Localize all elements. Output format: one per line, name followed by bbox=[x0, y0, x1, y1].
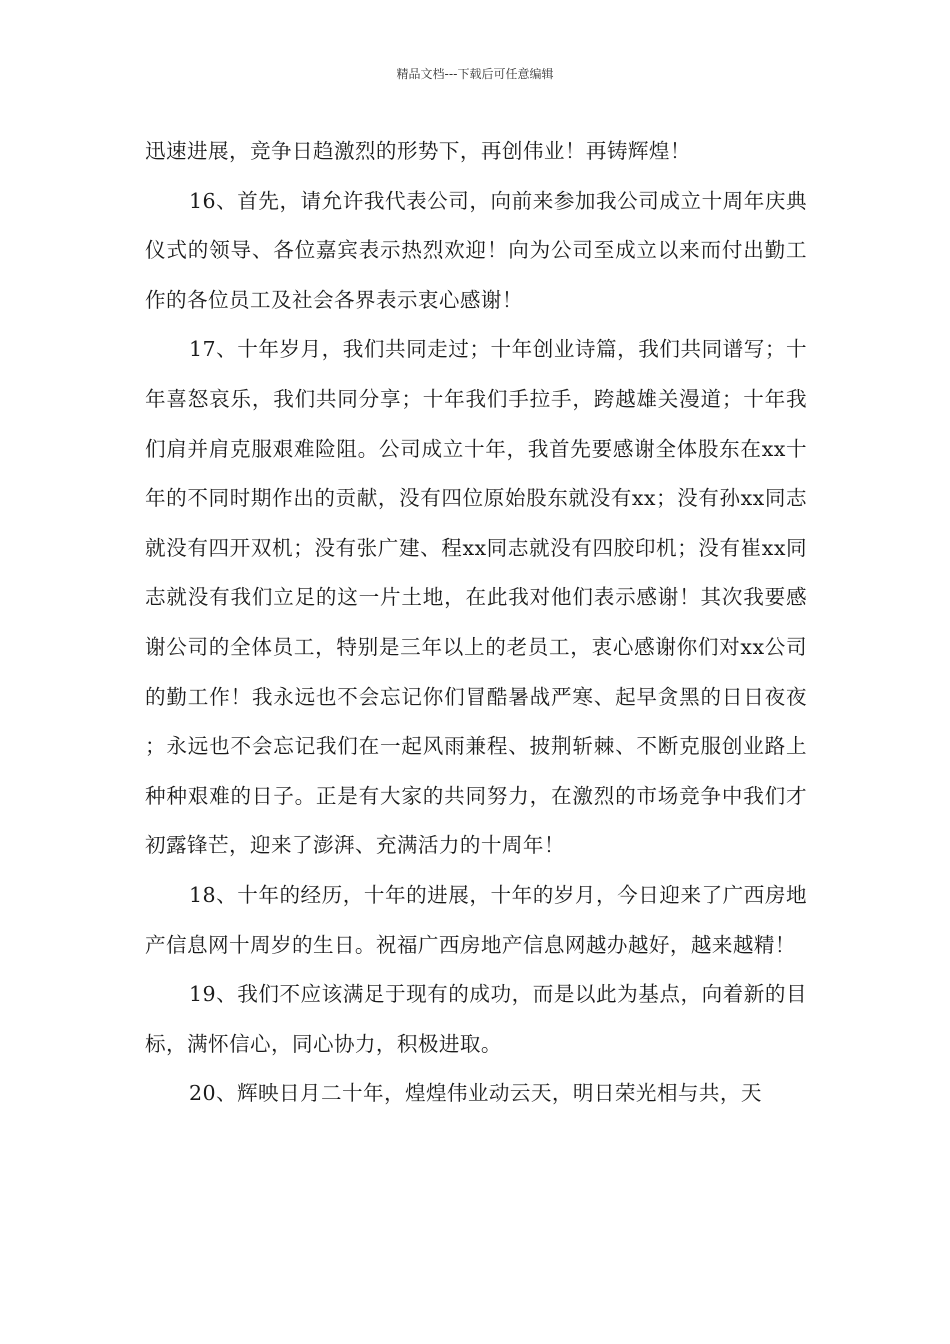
paragraph-18: 18、十年的经历，十年的进展，十年的岁月，今日迎来了广西房地产信息网十周岁的生日。祝福广西房地产信息网越办越好，越来越精！ bbox=[145, 882, 807, 957]
document-body bbox=[145, 127, 807, 1119]
paragraph-continuation: 迅速进展，竞争日趋激烈的形势下，再创伟业！再铸辉煌！ bbox=[145, 139, 691, 163]
paragraph-17: 17、十年岁月，我们共同走过；十年创业诗篇，我们共同谱写；十年喜怒哀乐，我们共同分享；十年我们手拉手，跨越雄关漫道；十年我们肩并肩克服艰难险阻。公司成立十年，我首先要感谢全体股东在xx十年的不同时期作出的贡献，没有四位原始股东就没有xx；没有孙xx同志就没有四开双机；没有张广建、程xx同志就没有四胶印机；没有崔xx同志就没有我们立足的这一片土地，在此我对他们表示感谢！其次我要感谢公司的全体员工，特别是三年以上的老员工，衷心感谢你们对xx公司的勤工作！我永远也不会忘记你们冒酷暑战严寒、起早贪黑的日日夜夜；永远也不会忘记我们在一起风雨兼程、披荆斩棘、不断克服创业路上种种艰难的日子。正是有大家的共同努力，在激烈的市场竞争中我们才初露锋芒，迎来了澎湃、充满活力的十周年！ bbox=[145, 337, 807, 858]
paragraph-19: 19、我们不应该满足于现有的成功，而是以此为基点，向着新的目标，满怀信心，同心协力，积极进取。 bbox=[145, 982, 807, 1056]
paragraph-16: 16、首先，请允许我代表公司，向前来参加我公司成立十周年庆典仪式的领导、各位嘉宾表示热烈欢迎！向为公司至成立以来而付出勤工作的各位员工及社会各界表示衷心感谢！ bbox=[145, 188, 807, 312]
page-header: 精品文档---下载后可任意编辑 bbox=[396, 67, 554, 81]
paragraph-20: 20、辉映日月二十年，煌煌伟业动云天，明日荣光相与共，天 bbox=[189, 1081, 762, 1106]
